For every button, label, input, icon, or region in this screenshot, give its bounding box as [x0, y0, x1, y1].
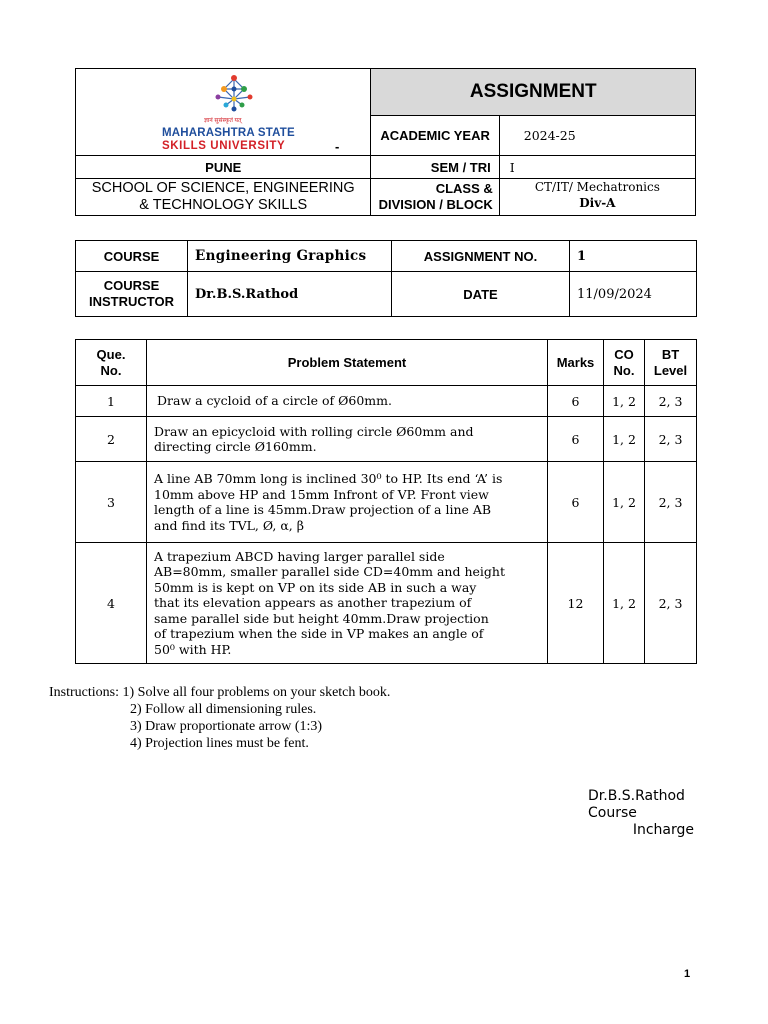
instructor-label-line2: INSTRUCTOR [89, 294, 174, 309]
row-bt: 2, 3 [645, 543, 697, 664]
instruction-item: 4) Projection lines must be fent. [130, 736, 309, 751]
instruction-item: 2) Follow all dimensioning rules. [130, 702, 317, 717]
academic-year-label: ACADEMIC YEAR [371, 115, 499, 155]
row-no: 1 [76, 386, 147, 417]
school-name [76, 179, 371, 216]
sem-label: SEM / TRI [371, 156, 499, 179]
table-row [76, 417, 697, 462]
page-number: 1 [684, 968, 691, 980]
assignment-title: ASSIGNMENT [371, 69, 696, 116]
logo-dash: - [335, 139, 340, 154]
instruction-item: 3) Draw proportionate arrow (1:3) [130, 719, 323, 734]
statement-line: Draw a cycloid of a circle of Ø60mm. [157, 393, 392, 409]
school-name-line2: & TECHNOLOGY SKILLS [139, 197, 308, 213]
row-statement [147, 462, 548, 543]
school-name-line1: SCHOOL OF SCIENCE, ENGINEERING [91, 180, 355, 196]
class-label [371, 179, 499, 216]
header-co-line2: No. [613, 362, 635, 378]
statement-line: 10mm above HP and 15mm Infront of VP. Front view [154, 486, 489, 502]
statement-line: A line AB 70mm long is inclined 30⁰ to HP. Its end ‘A’ is [154, 471, 503, 486]
city-label: PUNE [76, 156, 371, 179]
header-co-line1: CO [614, 346, 634, 362]
row-co: 1, 2 [604, 462, 645, 543]
row-no: 4 [76, 543, 147, 664]
logo-line2: SKILLS UNIVERSITY [162, 140, 286, 152]
header-table [75, 68, 696, 216]
statement-line: AB=80mm, smaller parallel side CD=40mm and height [154, 564, 505, 580]
statement-line: of trapezium when the side in VP makes an angle of [154, 626, 484, 642]
university-logo-icon [210, 71, 260, 115]
row-marks: 6 [548, 462, 604, 543]
division-value: Div-A [579, 196, 616, 210]
course-label: COURSE [76, 241, 188, 272]
row-marks: 12 [548, 543, 604, 664]
class-value [499, 179, 695, 216]
instructor-label [76, 272, 188, 317]
table-row [76, 543, 697, 664]
logo-line1: MAHARASHTRA STATE [162, 127, 295, 139]
instructor-label-line1: COURSE [103, 278, 160, 293]
row-marks: 6 [548, 417, 604, 462]
row-no: 3 [76, 462, 147, 543]
instructor-name: Dr.B.S.Rathod [188, 272, 392, 317]
row-statement [147, 417, 548, 462]
assignment-no-label: ASSIGNMENT NO. [392, 241, 570, 272]
statement-line: length of a line is 45mm.Draw projection of a line AB [154, 502, 492, 517]
row-bt: 2, 3 [645, 462, 697, 543]
logo-tagline: ज्ञानं सुसंस्कृतं यत् [204, 118, 242, 124]
row-bt: 2, 3 [645, 417, 697, 462]
class-value-text: CT/IT/ Mechatronics [534, 180, 660, 194]
header-problem-statement: Problem Statement [147, 340, 548, 386]
row-co: 1, 2 [604, 386, 645, 417]
row-no: 2 [76, 417, 147, 462]
assignment-no-value: 1 [570, 241, 697, 272]
sem-value: I [499, 156, 695, 179]
statement-line: Draw an epicycloid with rolling circle Ø60mm and [154, 423, 474, 439]
statement-line: A trapezium ABCD having larger parallel side [154, 548, 445, 564]
signature-block: Dr.B.S.Rathod Course Incharge [588, 788, 694, 838]
header-bt-line1: BT [661, 346, 680, 362]
row-marks: 6 [548, 386, 604, 417]
date-value: 11/09/2024 [570, 272, 697, 317]
statement-line: 50⁰ with HP. [154, 641, 232, 657]
table-row [76, 462, 697, 543]
header-bt-line2: Level [653, 362, 688, 378]
statement-line: 50mm is is kept on VP on its side AB in such a way [154, 579, 477, 595]
course-name: Engineering Graphics [188, 241, 392, 272]
date-label: DATE [392, 272, 570, 317]
header-que-no [76, 340, 147, 386]
header-que-line1: Que. [96, 346, 126, 362]
logo-cell [76, 69, 371, 156]
statement-line: that its elevation appears as another trapezium of [154, 595, 472, 611]
header-co-no [604, 340, 645, 386]
statement-line: and find its TVL, Ø, α, β [154, 517, 304, 533]
header-bt-level [645, 340, 697, 386]
problems-table [75, 339, 697, 664]
row-bt: 2, 3 [645, 386, 697, 417]
academic-year-value: 2024-25 [499, 115, 695, 155]
statement-line: same parallel side but height 40mm.Draw projection [154, 610, 489, 626]
row-statement [147, 543, 548, 664]
class-label-line1: CLASS & [435, 181, 493, 196]
row-co: 1, 2 [604, 543, 645, 664]
course-table [75, 240, 697, 317]
class-label-line2: DIVISION / BLOCK [378, 197, 493, 212]
instruction-lead: Instructions: 1) Solve all four problems on your sketch book. [49, 685, 391, 700]
row-co: 1, 2 [604, 417, 645, 462]
statement-line: directing circle Ø160mm. [154, 439, 317, 454]
instructions [49, 684, 390, 752]
header-que-line2: No. [100, 362, 122, 378]
row-statement [147, 386, 548, 417]
table-row [76, 386, 697, 417]
header-marks: Marks [548, 340, 604, 386]
